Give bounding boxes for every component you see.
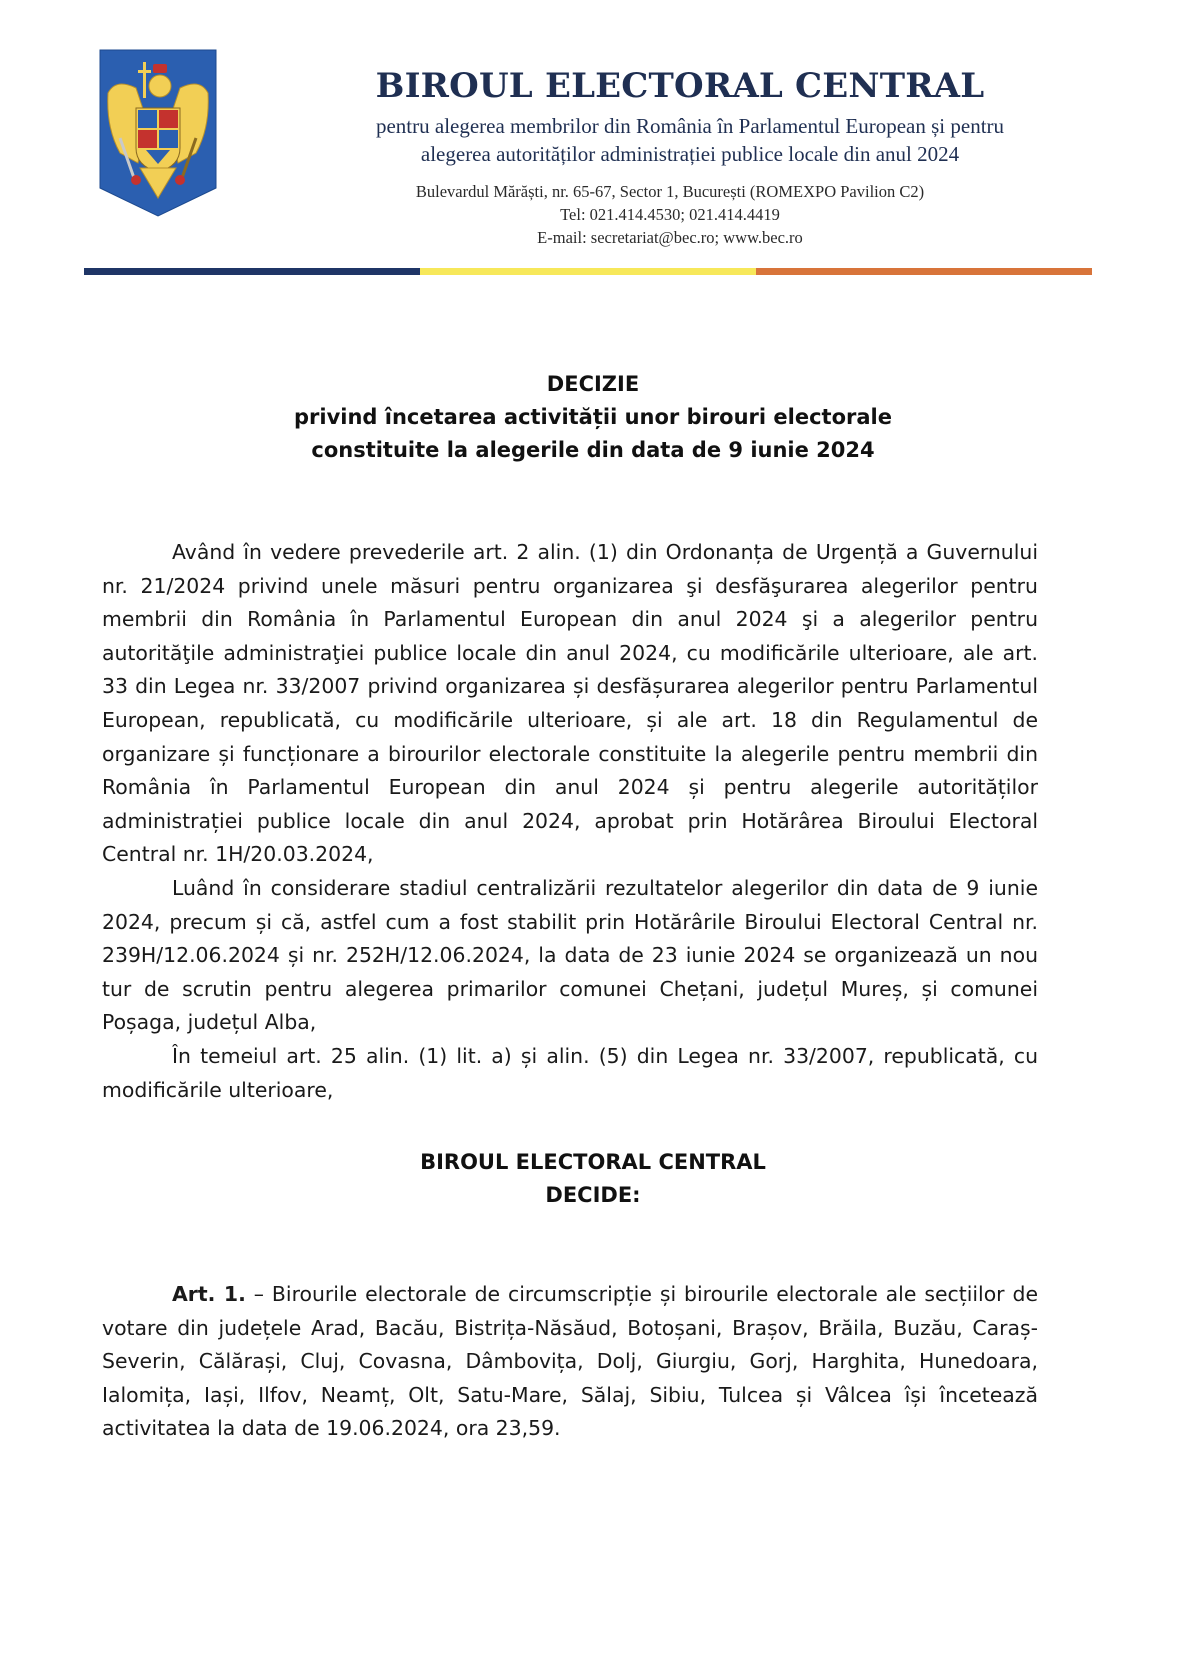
email-web: E-mail: secretariat@bec.ro; www.bec.ro [537,228,803,247]
preamble [102,536,1038,1107]
document-type: DECIZIE [546,372,640,396]
coat-of-arms-icon [98,48,218,218]
contact-block [320,180,1020,249]
decides-label: DECIDE: [545,1183,641,1207]
stripe-red [756,268,1092,275]
article-label: Art. 1. [172,1282,246,1306]
institution-subtitle [280,112,1100,168]
subtitle-line: alegerea autorităților administrației publice locale din anul 2024 [420,142,960,166]
article-text: – Birourile electorale de circumscripție și birourile electorale ale secțiilor de votare din județele Arad, Bacău, Bistrița-Năsăud, Botoșani, Brașov, Brăila, Buzău, Caraș-Severin, Călărași, Cluj, Covasna, Dâmbovița, Dolj, Giurgiu, Gorj, Harghita, Hunedoara, Ialomița, Iași, Ilfov, Neamț, Olt, Satu-Mare, Sălaj, Sibiu, Tulcea și Vâlcea își încetează activitatea la data de 19.06.2024, ora 23,59. [102,1282,1038,1441]
stripe-blue [84,268,420,275]
address: Bulevardul Mărăști, nr. 65-67, Sector 1, București (ROMEXPO Pavilion C2) [415,182,925,201]
decision-issuer [200,1146,986,1212]
paragraph: Având în vedere prevederile art. 2 alin. (1) din Ordonanța de Urgență a Guvernului nr. 21/2024 privind unele măsuri pentru organizarea şi desfăşurarea alegerilor pentru membrii din România în Parlamentul European din anul 2024 şi a alegerilor pentru autorităţile administraţiei publice locale din anul 2024, cu modificările ulterioare, ale art. 33 din Legea nr. 33/2007 privind organizarea și desfășurarea alegerilor pentru Parlamentul European, republicată, cu modificările ulterioare, și ale art. 18 din Regulamentul de organizare și funcționare a birourilor electorale constituite la alegerile pentru membrii din România în Parlamentul European din anul 2024 și pentru alegerile autorităților administrației publice locale din anul 2024, aprobat prin Hotărârea Biroului Electoral Central nr. 1H/20.03.2024, [102,540,1038,867]
subtitle-line: pentru alegerea membrilor din România în Parlamentul European și pentru [375,114,1005,138]
issuer-name: BIROUL ELECTORAL CENTRAL [420,1150,766,1174]
institution-title: BIROUL ELECTORAL CENTRAL [375,66,985,106]
article-1 [102,1278,1038,1446]
document-heading [200,368,986,467]
stripe-yellow [420,268,756,275]
phone: Tel: 021.414.4530; 021.414.4419 [560,205,780,224]
paragraph: În temeiul art. 25 alin. (1) lit. a) și alin. (5) din Legea nr. 33/2007, republicată, cu modificările ulterioare, [102,1043,1038,1102]
paragraph: Luând în considerare stadiul centralizării rezultatelor alegerilor din data de 9 iunie 2024, precum și că, astfel cum a fost stabilit prin Hotărârile Biroului Electoral Central nr. 239H/12.06.2024 și nr. 252H/12.06.2024, la data de 23 iunie 2024 se organizează un nou tur de scrutin pentru alegerea primarilor comunei Chețani, județul Mureș, și comunei Poșaga, județul Alba, [102,875,1038,1035]
document-subject: constituite la alegerile din data de 9 iunie 2024 [311,438,875,462]
article-paragraph [102,1278,1038,1446]
document-subject: privind încetarea activității unor birouri electorale [294,405,892,429]
tricolor-divider [84,268,1092,275]
